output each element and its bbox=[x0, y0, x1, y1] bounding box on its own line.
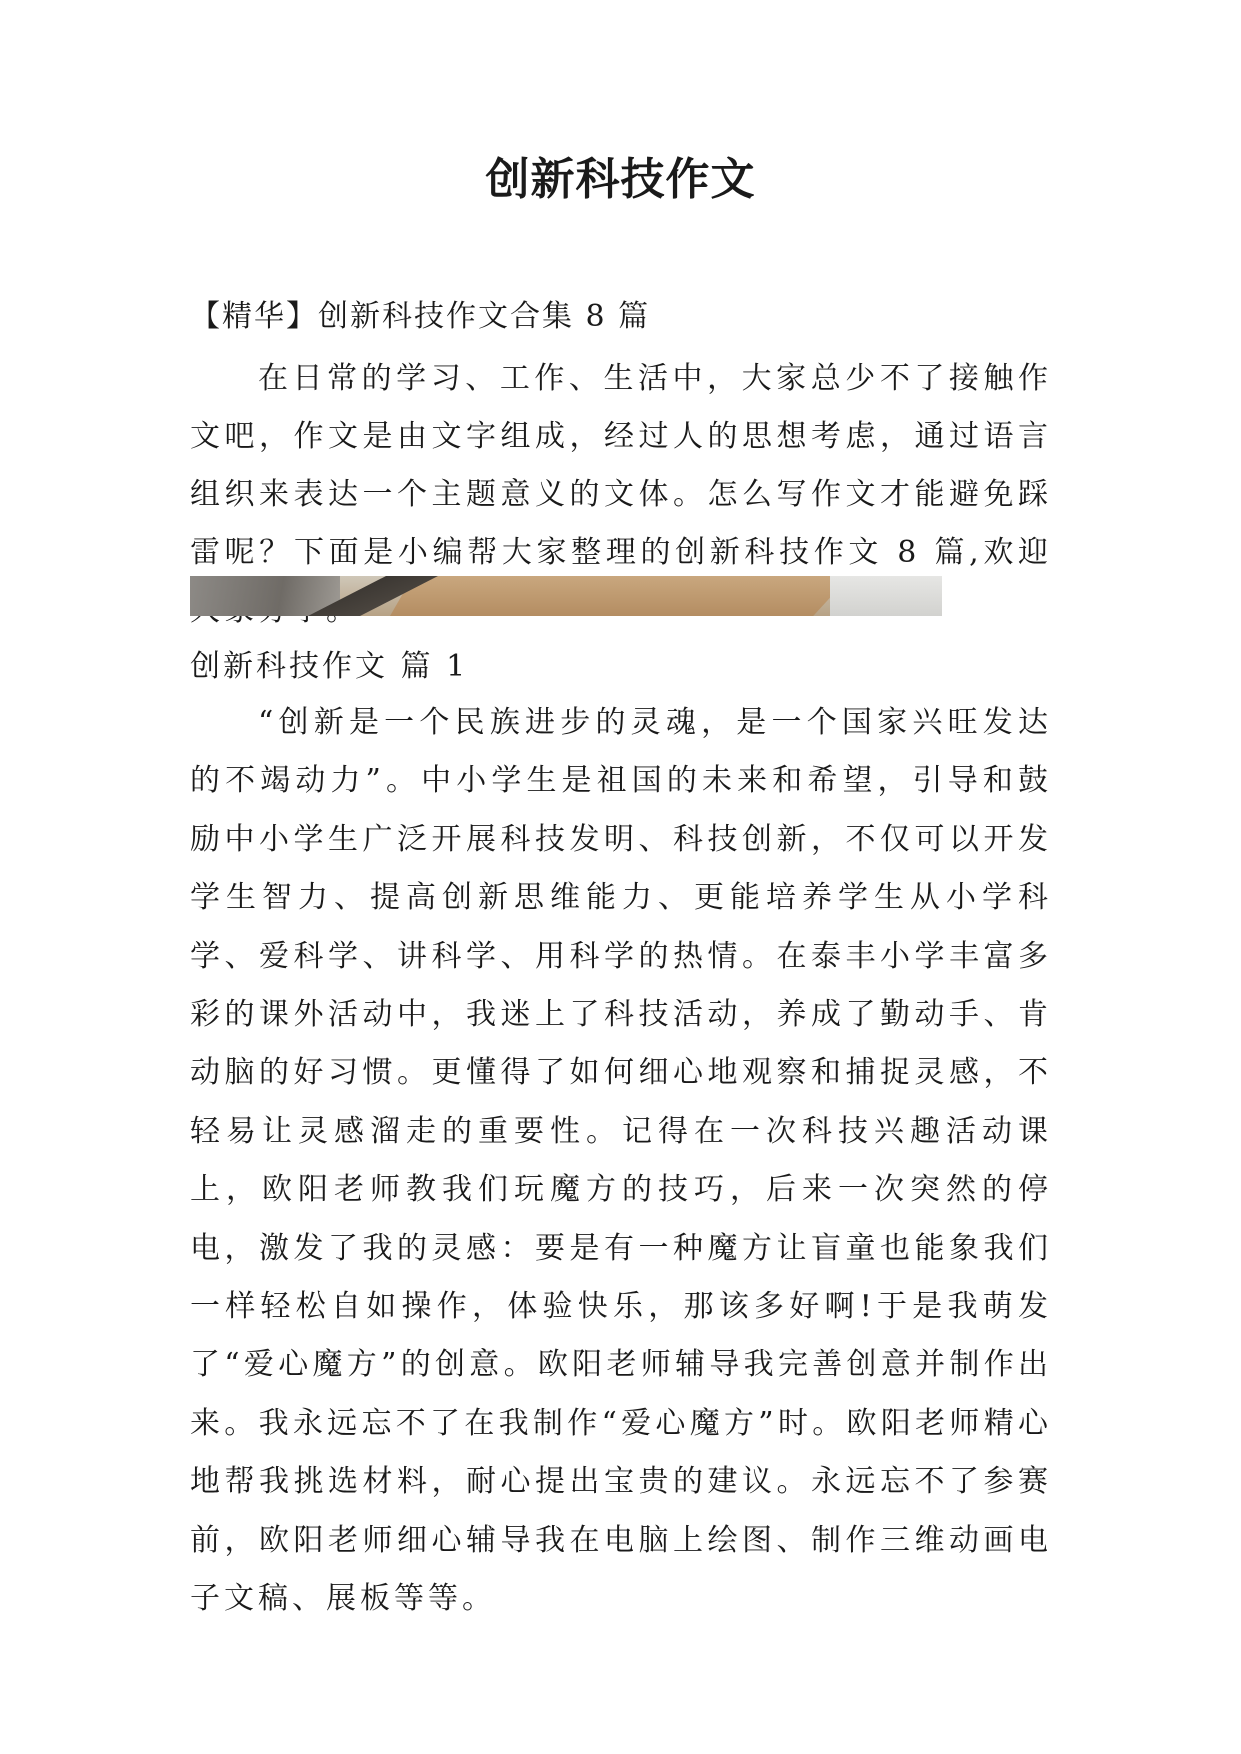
photo-region-grey bbox=[190, 576, 340, 616]
photo-region-wood bbox=[390, 576, 850, 616]
photo-region-light bbox=[830, 576, 942, 616]
section-heading: 创新科技作文 篇 1 bbox=[190, 649, 469, 684]
collection-subtitle: 【精华】创新科技作文合集 8 篇 bbox=[190, 299, 651, 334]
document-title: 创新科技作文 bbox=[485, 154, 756, 205]
intro-paragraph: 在日常的学习、工作、生活中，大家总少不了接触作文吧，作文是由文字组成，经过人的思想考虑，通过语言组织来表达一个主题意义的文体。怎么写作文才能避免踩雷呢？下面是小编帮大家整理的创新科技作文 8 篇,欢迎 bbox=[190, 361, 1052, 570]
embedded-photo bbox=[190, 576, 942, 616]
essay-body-paragraph: “创新是一个民族进步的灵魂，是一个国家兴旺发达的不竭动力”。中小学生是祖国的未来和希望，引导和鼓励中小学生广泛开展科技发明、科技创新，不仅可以开发学生智力、提高创新思维能力、更能培养学生从小学科学、爱科学、讲科学、用科学的热情。在泰丰小学丰富多彩的课外活动中，我迷上了科技活动，养成了勤动手、肯动脑的好习惯。更懂得了如何细心地观察和捕捉灵感，不轻易让灵感溜走的重要性。记得在一次科技兴趣活动课上，欧阳老师教我们玩魔方的技巧，后来一次突然的停电，激发了我的灵感：要是有一种魔方让盲童也能象我们一样轻松自如操作，体验快乐，那该多好啊!于是我萌发了“爱心魔方”的创意。欧阳老师辅导我完善创意并制作出来。我永远忘不了在我制作“爱心魔方”时。欧阳老师精心地帮我挑选材料，耐心提出宝贵的建议。永远忘不了参赛前，欧阳老师细心辅导我在电脑上绘图、制作三维动画电子文稿、展板等等。 bbox=[190, 705, 1052, 1617]
